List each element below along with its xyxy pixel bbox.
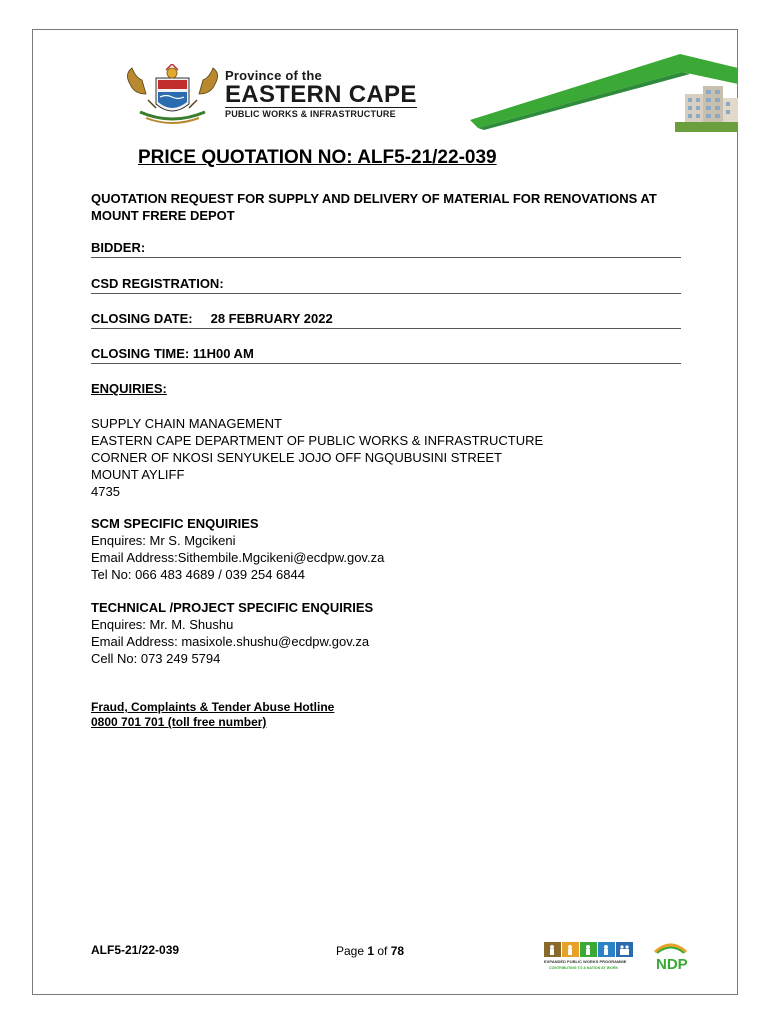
closing-date-value: 28 FEBRUARY 2022 — [210, 311, 333, 326]
address-line: MOUNT AYLIFF — [91, 467, 185, 482]
page-current: 1 — [367, 944, 375, 958]
technical-email[interactable]: Email Address: masixole.shushu@ecdpw.gov.za — [91, 634, 370, 649]
quotation-subject: QUOTATION REQUEST FOR SUPPLY AND DELIVERY OF MATERIAL FOR RENOVATIONS AT MOUNT FRERE DEPOT — [91, 191, 657, 223]
department-logo-text — [225, 68, 417, 119]
page-number — [336, 944, 404, 958]
epwp-ndp-logos-icon — [543, 940, 689, 972]
csd-label: CSD REGISTRATION: — [91, 276, 224, 291]
bidder-field — [91, 240, 681, 258]
closing-time-label: CLOSING TIME: 11H00 AM — [91, 346, 254, 361]
fraud-hotline — [91, 700, 334, 730]
scm-tel: Tel No: 066 483 4689 / 039 254 6844 — [91, 567, 305, 582]
technical-cell: Cell No: 073 249 5794 — [91, 651, 221, 666]
scm-contact: Enquires: Mr S. Mgcikeni — [91, 533, 236, 548]
logo-line-department: PUBLIC WORKS & INFRASTRUCTURE — [225, 107, 417, 119]
bidder-label: BIDDER: — [91, 240, 146, 255]
address-line: SUPPLY CHAIN MANAGEMENT — [91, 416, 282, 431]
address-line: 4735 — [91, 484, 120, 499]
closing-time-field — [91, 346, 681, 364]
scm-email[interactable]: Email Address:Sithembile.Mgcikeni@ecdpw.gov.za — [91, 550, 385, 565]
page-frame — [32, 29, 738, 995]
technical-heading: TECHNICAL /PROJECT SPECIFIC ENQUIRIES — [91, 600, 374, 615]
address-line: CORNER OF NKOSI SENYUKELE JOJO OFF NGQUBUSINI STREET — [91, 450, 502, 465]
epwp-subtext: CONTRIBUTING TO A NATION AT WORK — [549, 966, 619, 970]
page-total: 78 — [390, 944, 405, 958]
closing-date-label: CLOSING DATE: — [91, 311, 193, 326]
epwp-text: EXPANDED PUBLIC WORKS PROGRAMME — [544, 959, 627, 964]
ndp-text: NDP — [656, 956, 688, 972]
quotation-title: PRICE QUOTATION NO: ALF5-21/22-039 — [138, 147, 497, 168]
closing-date-field — [91, 311, 681, 329]
logo-line-eastern-cape: EASTERN CAPE — [225, 81, 417, 108]
address-block — [91, 415, 543, 500]
footer-reference: ALF5-21/22-039 — [91, 943, 180, 957]
logo-line-province: Province of the — [225, 68, 322, 83]
roof-building-graphic — [470, 50, 738, 132]
technical-enquiries-block — [91, 599, 373, 667]
hotline-number: 0800 701 701 (toll free number) — [91, 715, 267, 729]
hotline-title: Fraud, Complaints & Tender Abuse Hotline — [91, 700, 335, 714]
page-of: of — [374, 944, 391, 958]
page-prefix: Page — [336, 944, 368, 958]
enquiries-heading: ENQUIRIES: — [91, 381, 167, 396]
csd-registration-field — [91, 276, 681, 294]
technical-contact: Enquires: Mr. M. Shushu — [91, 617, 234, 632]
scm-heading: SCM SPECIFIC ENQUIRIES — [91, 516, 259, 531]
scm-enquiries-block — [91, 515, 384, 583]
provincial-crest-icon — [120, 64, 225, 128]
address-line: EASTERN CAPE DEPARTMENT OF PUBLIC WORKS & INFRASTRUCTURE — [91, 433, 544, 448]
